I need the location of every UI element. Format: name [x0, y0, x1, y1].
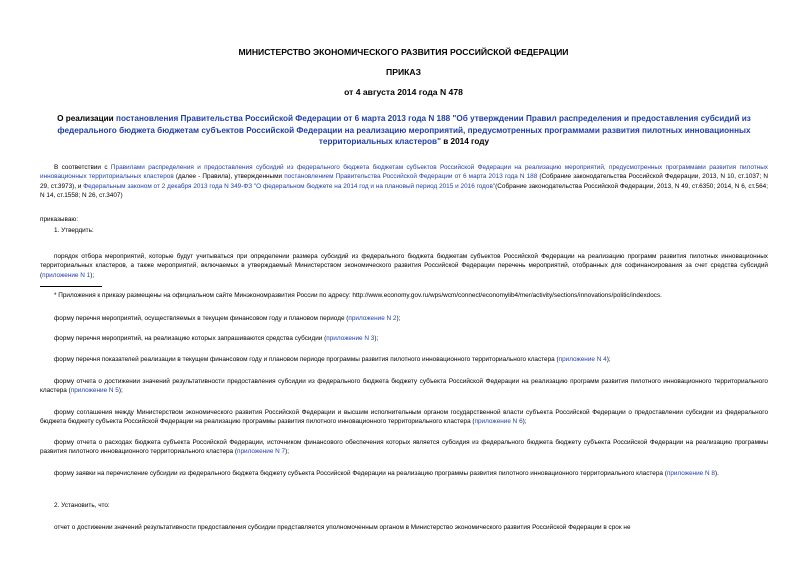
- rules-link[interactable]: Правилами распределения и предоставления субсидий из федерального бюджета бюджетам субъектов Российской Федерации на реализацию мероприятий, предусмотренных программами развития пилотных инновационных территориальных кластеров: [40, 164, 769, 181]
- form-item-7: форму отчета о расходах бюджета субъекта Российской Федерации, источником финансового обеспечения которых является субсидия из федерального бюджета бюджету субъекта Российской Федерации на реализацию программы развития пилотного инновационного территориального кластера (приложение N 7);: [40, 439, 768, 456]
- resolution-link[interactable]: постановлением Правительства Российской Федерации от 6 марта 2013 года N 188: [284, 173, 538, 181]
- appendix-7-link[interactable]: приложение N 7: [237, 448, 286, 456]
- title-link[interactable]: постановления Правительства Российской Федерации от 6 марта 2013 года N 188 "Об утверждении Правил распределения и предоставления субсидий из федерального бюджета бюджетам субъектов Российской Федерации на реализацию мероприятий, предусмотренных программами развития пилотных инновационных территориальных кластеров": [57, 114, 751, 146]
- footnote-divider: [40, 286, 102, 287]
- item-2-heading: 2. Установить, что:: [54, 502, 110, 509]
- form-item-8: форму заявки на перечисление субсидии из федерального бюджета бюджету субъекта Российской Федерации на реализацию программы развития пилотного инновационного территориального кластера (приложение N 8).: [54, 470, 719, 477]
- appendix-5-link[interactable]: приложение N 5: [70, 387, 119, 395]
- order-word: приказываю:: [40, 216, 78, 223]
- footnote: * Приложения к приказу размещены на официальном сайте Минэкономразвития России по адресу: http://www.economy.gov.ru/wps/wcm/connect/economylib4/mer/activity/sections/innovations/politic/indexdocs.: [54, 292, 662, 299]
- form-item-5: форму отчета о достижении значений результативности предоставления субсидии из федерального бюджета бюджету субъекта Российской Федерации на реализацию программ развития пилотного инновационного территориального кластера (приложение N 5);: [40, 378, 768, 395]
- appendix-4-link[interactable]: приложение N 4: [558, 356, 607, 363]
- appendix-6-link[interactable]: приложение N 6: [474, 418, 523, 426]
- doc-type-heading: ПРИКАЗ: [386, 67, 421, 77]
- form-item-3: форму перечня мероприятий, на реализацию которых запрашиваются средства субсидии (приложение N 3);: [54, 335, 379, 342]
- reporting-paragraph: отчет о достижении значений результативности предоставления субсидии представляется уполномоченным органом в Министерство экономического развития Российской Федерации в срок не: [54, 524, 631, 531]
- preamble-paragraph: В соответствии с Правилами распределения и предоставления субсидий из федерального бюджета бюджетам субъектов Российской Федерации на реализацию мероприятий, предусмотренных программами развития пилотных инновационных территориальных кластеров (далее - Правила), утвержденными постановлением Правительства Российской Федерации от 6 марта 2013 года N 188 (Собрание законодательства Российской Федерации, 2013, N 10, ст.1037; N 29, ст.3973), и Федеральным законом от 2 декабря 2013 года N 349-ФЗ "О федеральном бюджете на 2014 год и на плановый период 2015 и 2016 годов"(Собрание законодательства Российской Федерации, 2013, N 49, ст.6350; 2014, N 6, ст.564; N 14, ст.1558; N 26, ст.3407): [40, 164, 769, 200]
- appendix-1-link[interactable]: приложение N 1: [42, 271, 91, 279]
- appendix-2-link[interactable]: приложение N 2: [348, 315, 397, 322]
- form-item-6: форму соглашения между Министерством экономического развития Российской Федерации и высшим исполнительным органом государственной власти субъекта Российской Федерации о предоставлении субсидии из федерального бюджета бюджету субъекта Российской Федерации на реализацию программы развития пилотного инновационного территориального кластера (приложение N 6);: [40, 409, 768, 426]
- document-title: О реализации постановления Правительства Российской Федерации от 6 марта 2013 года N 188 "Об утверждении Правил распределения и предоставления субсидий из федерального бюджета бюджетам субъектов Российской Федерации на реализацию мероприятий, предусмотренных программами развития пилотных инновационных территориальных кластеров" в 2014 году: [57, 114, 751, 146]
- procedure-paragraph: порядок отбора мероприятий, которые будут учитываться при определении размера субсидий из федерального бюджета бюджетам субъектов Российской Федерации на реализацию программ развития пилотных инновационных территориальных кластеров, а также мероприятий, включаемых в утверждаемый Министерством экономического развития Российской Федерации перечень мероприятий, отобранных для софинансирования за счет средства субсидий (приложение N 1);: [40, 253, 768, 279]
- date-number-heading: от 4 августа 2014 года N 478: [344, 87, 463, 97]
- form-item-2: форму перечня мероприятий, осуществляемых в текущем финансовом году и плановом периоде (приложение N 2);: [54, 315, 401, 322]
- item-1-heading: 1. Утвердить:: [54, 227, 94, 234]
- federal-law-link[interactable]: Федеральным законом от 2 декабря 2013 года N 349-ФЗ "О федеральном бюджете на 2014 год и на плановый период 2015 и 2016 годов": [83, 182, 496, 190]
- appendix-8-link[interactable]: приложение N 8: [666, 470, 715, 477]
- form-item-4: форму перечня показателей реализации в текущем финансовом году и плановом периоде программы развития пилотного инновационного территориального кластера (приложение N 4);: [54, 356, 611, 363]
- appendix-3-link[interactable]: приложение N 3: [326, 335, 375, 342]
- ministry-heading: МИНИСТЕРСТВО ЭКОНОМИЧЕСКОГО РАЗВИТИЯ РОССИЙСКОЙ ФЕДЕРАЦИИ: [238, 47, 569, 57]
